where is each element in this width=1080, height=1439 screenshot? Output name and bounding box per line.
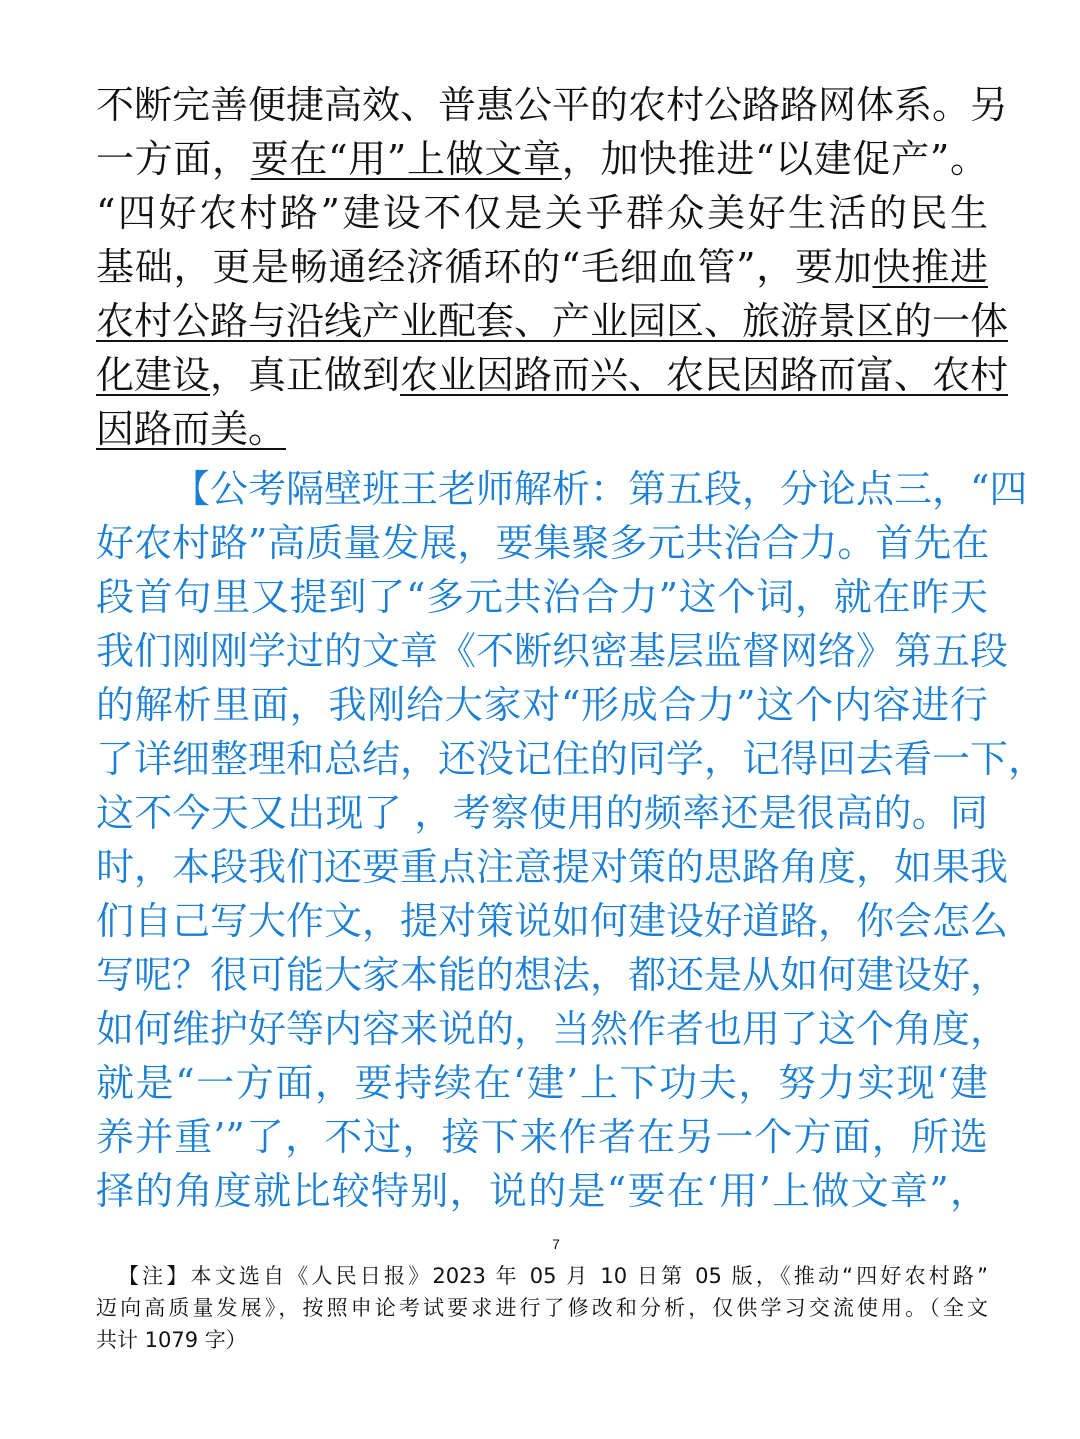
analysis-line-10: 写呢？很可能大家本能的想法，都还是从如何建设好， bbox=[96, 953, 1009, 997]
article-line-2 bbox=[96, 132, 988, 186]
note-line-3: 共计 1079 字） bbox=[96, 1328, 247, 1352]
analysis-line-6: 了详细整理和总结，还没记住的同学，记得回去看一下， bbox=[96, 737, 1047, 781]
article-line-7 bbox=[96, 402, 988, 456]
analysis-line-8: 时，本段我们还要重点注意提对策的思路角度，如果我 bbox=[96, 845, 1009, 889]
note-line-1: 【注】本文选自《人民日报》2023 年 05 月 10 日第 05 版，《推动“四好农村路” bbox=[118, 1264, 988, 1288]
underlined-text: 因路而美。 bbox=[96, 407, 287, 451]
analysis-line-2: 好农村路”高质量发展，要集聚多元共治合力。首先在 bbox=[96, 521, 990, 565]
analysis-line-13: 养并重’”了，不过，接下来作者在另一个方面，所选 bbox=[96, 1115, 988, 1159]
note-line-2: 迈向高质量发展》，按照申论考试要求进行了修改和分析，仅供学习交流使用。（全文 bbox=[96, 1296, 988, 1320]
article-text: 基础，更是畅通经济循环的“毛细血管”，要加 bbox=[96, 245, 873, 289]
underlined-text: 农村公路与沿线产业配套、产业园区、旅游景区的一体 bbox=[96, 299, 1009, 343]
analysis-line-11: 如何维护好等内容来说的，当然作者也用了这个角度， bbox=[96, 1007, 1009, 1051]
underlined-text: 快推进 bbox=[872, 245, 988, 289]
analysis-line-9: 们自己写大作文，提对策说如何建设好道路，你会怎么 bbox=[96, 899, 1009, 943]
analysis-line-1: 【公考隔壁班王老师解析：第五段，分论点三，“四 bbox=[172, 467, 1028, 511]
underlined-text: 要在“用”上做文章 bbox=[250, 137, 562, 181]
underlined-text: 化建设 bbox=[96, 353, 211, 397]
analysis-line-12: 就是“一方面，要持续在‘建’上下功夫，努力实现‘建 bbox=[96, 1061, 988, 1105]
analysis-line-14: 择的角度就比较特别，说的是“要在‘用’上做文章”， bbox=[96, 1169, 988, 1213]
article-line-3: “四好农村路”建设不仅是关乎群众美好生活的民生 bbox=[96, 191, 988, 235]
underlined-text: 农业因路而兴、农民因路而富、农村 bbox=[400, 353, 1009, 397]
article-line-4 bbox=[96, 240, 988, 294]
analysis-line-5: 的解析里面，我刚给大家对“形成合力”这个内容进行 bbox=[96, 683, 988, 727]
article-line-1: 不断完善便捷高效、普惠公平的农村公路路网体系。另 bbox=[96, 83, 1009, 127]
page-number: 7 bbox=[552, 1236, 560, 1252]
analysis-line-7: 这不今天又出现了 ，考察使用的频率还是很高的。同 bbox=[96, 791, 988, 835]
analysis-line-4: 我们刚刚学过的文章《不断织密基层监督网络》第五段 bbox=[96, 629, 1009, 673]
article-line-6 bbox=[96, 348, 1009, 402]
article-line-5 bbox=[96, 294, 1009, 348]
article-text: ，真正做到 bbox=[210, 353, 401, 397]
analysis-line-3: 段首句里又提到了“多元共治合力”这个词，就在昨天 bbox=[96, 575, 988, 619]
article-text: 一方面， bbox=[96, 137, 251, 181]
article-text: ，加快推进“以建促产”。 bbox=[561, 137, 988, 181]
